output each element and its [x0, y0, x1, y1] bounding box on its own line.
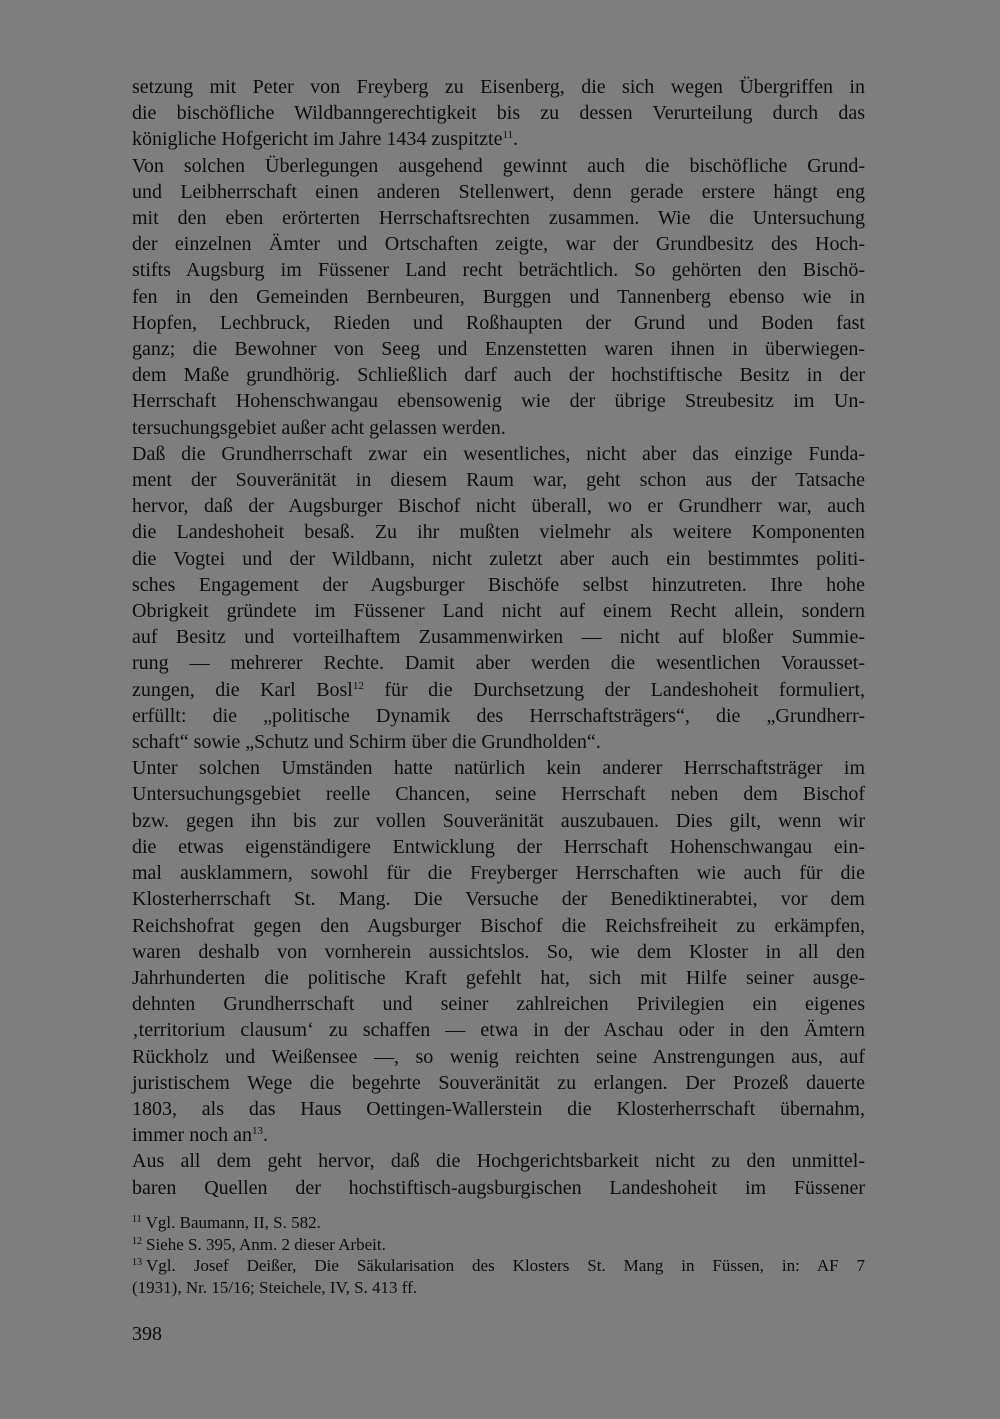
text-line — [132, 677, 865, 703]
text-line: dem Maße grundhörig. Schließlich darf auch der hochstiftische Besitz in der — [132, 364, 865, 387]
footnote-11 — [132, 1212, 865, 1234]
text-line: mit den eben erörterten Herrschaftsrechten zusammen. Wie die Untersuchung — [132, 207, 865, 230]
text-line: juristischem Wege die begehrte Souveränität zu erlangen. Der Prozeß dauerte — [132, 1071, 865, 1094]
footnote-mark: 11 — [132, 1214, 142, 1225]
text-line: setzung mit Peter von Freyberg zu Eisenberg, die sich wegen Übergriffen in — [132, 76, 865, 98]
text-line: stifts Augsburg im Füssener Land recht beträchtlich. So gehörten den Bischö- — [132, 259, 865, 282]
text-line: waren deshalb von vornherein aussichtslos. So, wie dem Kloster in all den — [132, 940, 865, 963]
text-line: die Landeshoheit besaß. Zu ihr mußten vielmehr als weitere Komponenten — [132, 521, 865, 544]
footnote-13-continuation: (1931), Nr. 15/16; Steichele, IV, S. 413 ff. — [132, 1277, 418, 1297]
text-line: die etwas eigenständigere Entwicklung der Herrschaft Hohenschwangau ein- — [132, 835, 865, 858]
footnote-13 — [132, 1255, 865, 1277]
text-line: Untersuchungsgebiet reelle Chancen, seine Herrschaft neben dem Bischof — [132, 783, 865, 806]
text-line — [132, 1122, 865, 1148]
text-line: auf Besitz und vorteilhaftem Zusammenwirken — nicht auf bloßer Summie- — [132, 626, 865, 649]
text-line: und Leibherrschaft einen anderen Stellenwert, denn gerade erstere hängt eng — [132, 180, 865, 203]
text-fragment: zungen, die Karl Bosl — [132, 678, 353, 701]
text-line: die bischöfliche Wildbanngerechtigkeit bis zu dessen Verurteilung durch das — [132, 102, 865, 125]
text-line: ment der Souveränität in diesem Raum war, geht schon aus der Tatsache — [132, 469, 865, 492]
text-line: Daß die Grundherrschaft zwar ein wesentliches, nicht aber das einzige Funda- — [132, 442, 865, 465]
text-line: fen in den Gemeinden Bernbeuren, Burggen und Tannenberg ebenso wie in — [132, 285, 865, 308]
text-line: Unter solchen Umständen hatte natürlich kein anderer Herrschaftsträger im — [132, 757, 865, 780]
text-line: Herrschaft Hohenschwangau ebensowenig wie der übrige Streubesitz im Un- — [132, 390, 865, 413]
footnote-reference: 13 — [251, 1125, 263, 1138]
text-line: Reichshofrat gegen den Augsburger Bischof die Reichsfreiheit zu erkämpfen, — [132, 914, 865, 937]
text-line: schaft“ sowie „Schutz und Schirm über die Grundholden“. — [132, 731, 601, 754]
footnote-12 — [132, 1234, 865, 1256]
paragraph-3 — [132, 441, 865, 755]
text-fragment: für die Durchsetzung der Landeshoheit formuliert, — [363, 678, 865, 701]
text-line: erfüllt: die „politische Dynamik des Herrschaftsträgers“, die „Grundherr- — [132, 704, 865, 727]
footnote-mark: 13 — [132, 1257, 142, 1269]
text-line: ganz; die Bewohner von Seeg und Enzenstetten waren ihnen in überwiegen- — [132, 338, 865, 361]
paragraph-4 — [132, 755, 865, 1148]
paragraph-2 — [132, 153, 865, 441]
text-line — [132, 126, 865, 152]
footnote-text: Vgl. Josef Deißer, Die Säkularisation des Klosters St. Mang in Füssen, in: AF 7 — [146, 1256, 865, 1276]
text-line: hervor, daß der Augsburger Bischof nicht überall, wo er Grundherr war, auch — [132, 495, 865, 518]
footnotes — [132, 1212, 865, 1298]
text-line: bzw. gegen ihn bis zur vollen Souveränität auszubauen. Dies gilt, wenn wir — [132, 809, 865, 832]
text-line: mal ausklammern, sowohl für die Freyberger Herrschaften wie auch für die — [132, 862, 865, 885]
footnote-reference: 11 — [502, 129, 514, 142]
text-line: rung — mehrerer Rechte. Damit aber werden die wesentlichen Vorausset- — [132, 652, 865, 675]
text-line: Obrigkeit gründete im Füssener Land nicht auf einem Recht allein, sondern — [132, 600, 865, 623]
text-fragment: königliche Hofgericht im Jahre 1434 zuspitzte — [132, 128, 503, 151]
footnote-mark: 12 — [132, 1235, 142, 1247]
text-line: Hopfen, Lechbruck, Rieden und Roßhaupten der Grund und Boden fast — [132, 311, 865, 334]
paragraph-5 — [132, 1148, 865, 1200]
footnote-reference: 12 — [352, 679, 364, 692]
text-line: Klosterherrschaft St. Mang. Die Versuche der Benediktinerabtei, vor dem — [132, 888, 865, 911]
text-line: ‚territorium clausum‘ zu schaffen — etwa in der Aschau oder in den Ämtern — [132, 1019, 865, 1042]
text-fragment: . — [262, 1124, 268, 1147]
text-line: Aus all dem geht hervor, daß die Hochgerichtsbarkeit nicht zu den unmittel- — [132, 1150, 865, 1173]
text-line: Von solchen Überlegungen ausgehend gewinnt auch die bischöfliche Grund- — [132, 154, 865, 177]
text-line: 1803, als das Haus Oettingen-Wallerstein die Klosterherrschaft übernahm, — [132, 1097, 865, 1120]
footnote-text: Siehe S. 395, Anm. 2 dieser Arbeit. — [146, 1234, 386, 1254]
text-line: Jahrhunderten die politische Kraft gefehlt hat, sich mit Hilfe seiner ausge- — [132, 966, 865, 989]
page-number: 398 — [132, 1323, 162, 1345]
text-line: baren Quellen der hochstiftisch-augsburgischen Landeshoheit im Füssener — [132, 1176, 865, 1199]
footnote-text: Vgl. Baumann, II, S. 582. — [145, 1213, 321, 1232]
paragraph-1 — [132, 74, 865, 153]
text-fragment: immer noch an — [132, 1124, 252, 1147]
text-line: die Vogtei und der Wildbann, nicht zuletzt aber auch ein bestimmtes politi- — [132, 547, 865, 570]
text-line: sches Engagement der Augsburger Bischöfe selbst hinzutreten. Ihre hohe — [132, 573, 865, 596]
text-line: Rückholz und Weißensee —, so wenig reichten seine Anstrengungen aus, auf — [132, 1045, 865, 1068]
main-text — [132, 74, 865, 1201]
text-fragment: . — [513, 128, 519, 151]
text-line: tersuchungsgebiet außer acht gelassen werden. — [132, 416, 506, 439]
text-line: der einzelnen Ämter und Ortschaften zeigte, war der Grundbesitz des Hoch- — [132, 233, 865, 256]
text-line: dehnten Grundherrschaft und seiner zahlreichen Privilegien ein eigenes — [132, 993, 865, 1016]
